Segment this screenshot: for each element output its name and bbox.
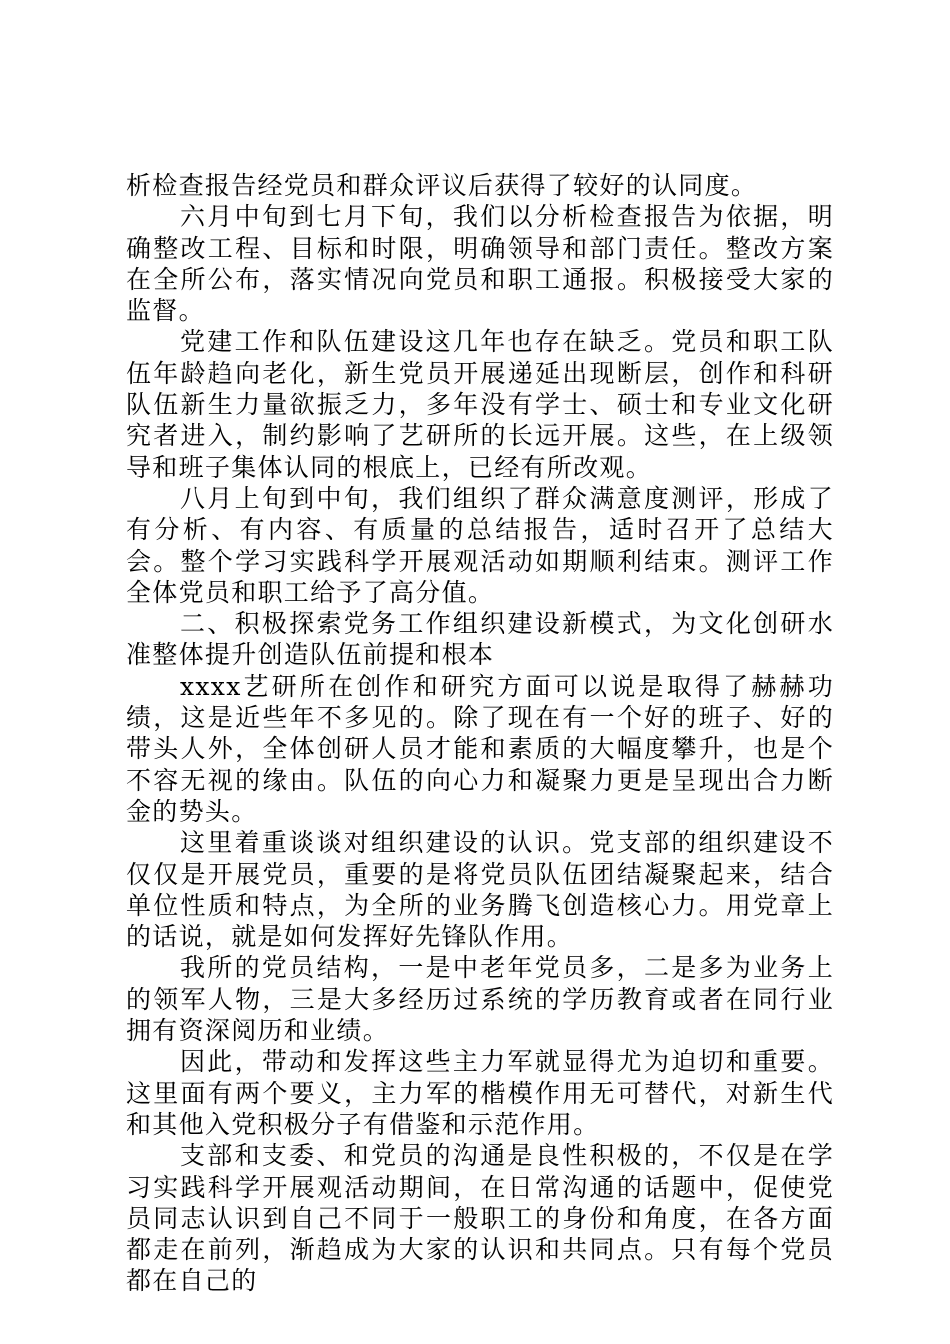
paragraph-organization: 这里着重谈谈对组织建设的认识。党支部的组织建设不仅仅是开展党员，重要的是将党员队伍团结凝聚起来，结合单位性质和特点，为全所的业务腾飞创造核心力。用党章上的话说，就是如何发挥好先锋队作用。 [126, 828, 834, 952]
paragraph-evaluation: 八月上旬到中旬，我们组织了群众满意度测评，形成了有分析、有内容、有质量的总结报告，适时召开了总结大会。整个学习实践科学开展观活动如期顺利结束。测评工作全体党员和职工给予了高分值。 [126, 483, 834, 607]
paragraph-rectification: 六月中旬到七月下旬，我们以分析检查报告为依据，明确整改工程、目标和时限，明确领导和部门责任。整改方案在全所公布，落实情况向党员和职工通报。积极接受大家的监督。 [126, 202, 834, 326]
paragraph-member-structure: 我所的党员结构，一是中老年党员多，二是多为业务上的领军人物，三是大多经历过系统的学历教育或者在同行业拥有资深阅历和业绩。 [126, 953, 834, 1046]
paragraph-shortcomings: 党建工作和队伍建设这几年也存在缺乏。党员和职工队伍年龄趋向老化，新生党员开展递延出现断层，创作和科研队伍新生力量欲振乏力，多年没有学士、硕士和专业文化研究者进入，制约影响了艺研所的长远开展。这些，在上级领导和班子集体认同的根底上，已经有所改观。 [126, 327, 834, 482]
paragraph-communication: 支部和支委、和党员的沟通是良性积极的，不仅是在学习实践科学开展观活动期间，在日常沟通的话题中，促使党员同志认识到自己不同于一般职工的身份和角度，在各方面都走在前列，渐趋成为大家的认识和共同点。只有每个党员都在自己的 [126, 1141, 834, 1296]
document-body [126, 170, 834, 1297]
paragraph-main-force: 因此，带动和发挥这些主力军就显得尤为迫切和重要。这里面有两个要义，主力军的楷模作用无可替代，对新生代和其他入党积极分子有借鉴和示范作用。 [126, 1047, 834, 1139]
paragraph-continuation: 析检查报告经党员和群众评议后获得了较好的认同度。 [126, 171, 758, 200]
section-heading-two: 二、积极探索党务工作组织建设新模式，为文化创研水准整体提升创造队伍前提和根本 [126, 609, 834, 670]
paragraph-achievements: xxxx艺研所在创作和研究方面可以说是取得了赫赫功绩，这是近些年不多见的。除了现在有一个好的班子、好的带头人外，全体创研人员才能和素质的大幅度攀升，也是个不容无视的缘由。队伍的向心力和凝聚力更是呈现出合力断金的势头。 [126, 671, 834, 826]
